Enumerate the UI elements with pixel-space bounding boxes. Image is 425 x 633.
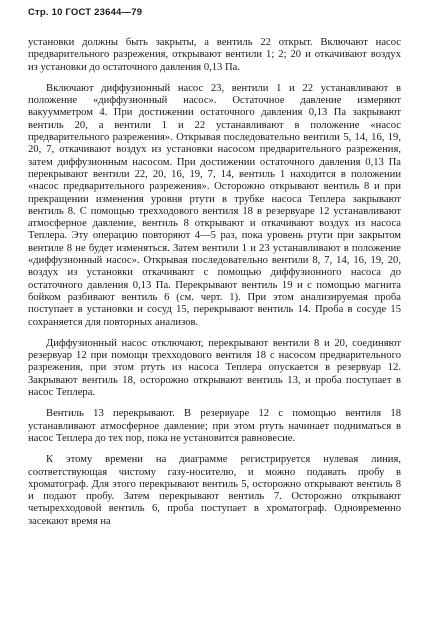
paragraph-3: Диффузионный насос отключают, перекрывают вентили 8 и 20, соединяют резервуар 12 при помощи трехходового вентиля 18 с насосом предварительного разрежения, при этом ртуть из насоса Теплера опускается в резервуар 12. Закрывают вентиль 18, осторожно открывают вентиль 13, и проба поступает в насос Теплера. [28,337,401,399]
document-body [28,37,401,537]
paragraph-1: установки должны быть закрыты, а вентиль 22 открыт. Включают насос предварительного разрежения, открывают вентили 1; 2; 20 и откачивают воздух из установки до остаточного давления 0,13 Па. [28,37,401,73]
paragraph-5: К этому времени на диаграмме регистрируется нулевая линия, соответствующая чистому газу-носителю, и можно подавать пробу в хроматограф. Для этого перекрывают вентиль 5, осторожно открывают вентиль 8 и подают пробу. Затем перекрывают вентиль 7. Осторожно открывают четырехходовой вентиль 6, проба поступает в хроматограф. Одновременно засекают время на [28,454,401,527]
paragraph-2: Включают диффузионный насос 23, вентили 1 и 22 устанавливают в положение «диффузионный насос». Остаточное давление измеряют вакуумметром 4. При достижении остаточного давления 0,13 Па закрывают вентиль 20, а вентили 1 и 22 устанавливают в положение «насос предварительного разрежения». Открывая последовательно вентили 5, 14, 16, 19, 20, 7, откачивают воздух из установки насосом предварительного разрежения, затем диффузионным насосом. При достижении остаточного давления 0,13 Па перекрывают вентили 22, 20, 16, 19, 7, 14, вентиль 1 находится в положении «насос предварительного разрежения». Осторожно открывают вентиль 8 и при прекращении изменения уровня ртути в трубке насоса Теплера закрывают вентиль 8. С помощью трехходового вентиля 18 в резервуаре 12 устанавливают атмосферное давление, вентиль 8 открывают и откачивают воздух из насоса Теплера. Эту операцию повторяют 4—5 раз, пока уровень ртути при закрытом вентиле 8 не будет изменяться. Затем вентили 1 и 23 устанавливают в положение «диффузионный насос». Открывая последовательно вентили 8, 7, 14, 16, 19, 20, воздух из установки откачивают с помощью диффузионного насоса до остаточного давления 0,13 Па. Перекрывают вентиль 19 и с помощью магнита бойком разбивают вентиль 6 (см. черт. 1). При этом анализируемая проба поступает в установки и сосуд 15, перекрывают вентиль 14. Проба в сосуде 15 сохраняется для повторных анализов. [28,82,401,328]
page-header: Стр. 10 ГОСТ 23644—79 [28,7,143,18]
paragraph-4: Вентиль 13 перекрывают. В резервуаре 12 с помощью вентиля 18 устанавливают атмосферное давление; при этом ртуть начинает подниматься в насос Теплера до тех пор, пока не установится равновесие. [28,408,401,444]
